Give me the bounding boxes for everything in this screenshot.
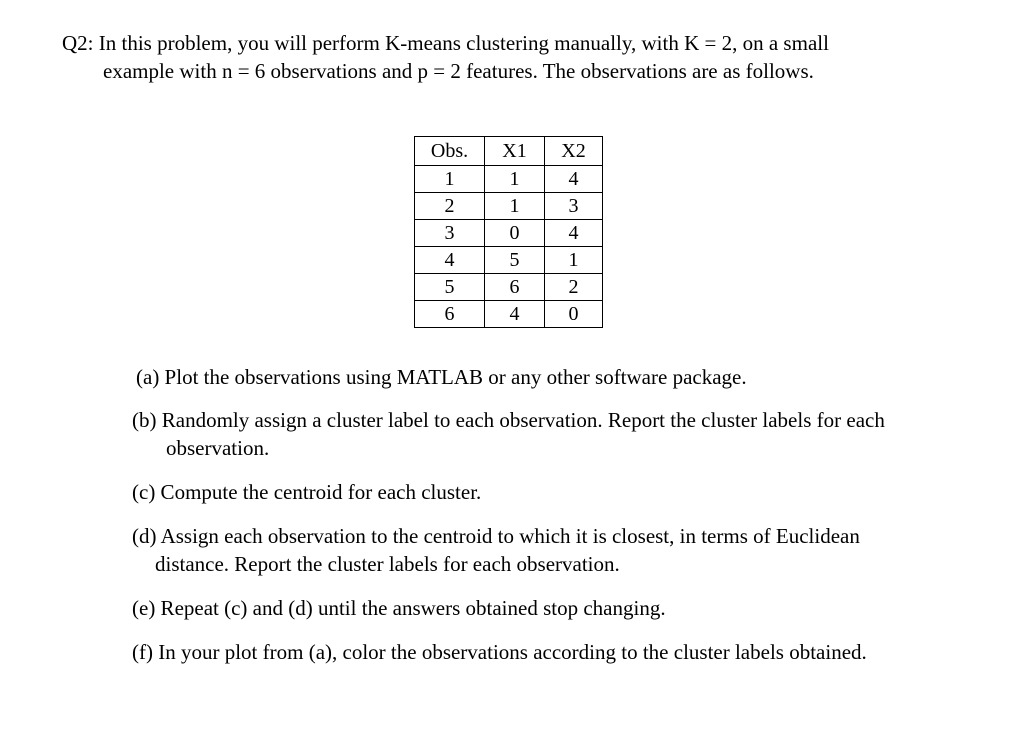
question-text-line-2: example with n = 6 observations and p = 2 features. The observations are as follows. — [103, 59, 814, 83]
part-e-text: (e) Repeat (c) and (d) until the answers obtained stop changing. — [132, 596, 666, 620]
table-cell: 1 — [485, 166, 545, 193]
table-cell: 1 — [545, 247, 603, 274]
table-header-row — [415, 137, 603, 166]
table-cell: 4 — [485, 301, 545, 328]
part-b-text-line-1: (b) Randomly assign a cluster label to each observation. Report the cluster labels for each — [132, 408, 885, 432]
question-text-line-1: Q2: In this problem, you will perform K-means clustering manually, with K = 2, on a small — [62, 31, 829, 55]
part-d-text-line-1: (d) Assign each observation to the centroid to which it is closest, in terms of Euclidean — [132, 524, 860, 548]
table-row — [415, 301, 603, 328]
table-cell: 3 — [545, 193, 603, 220]
table-cell: 6 — [415, 301, 485, 328]
table-cell: 3 — [415, 220, 485, 247]
table-cell: 4 — [545, 166, 603, 193]
part-b-text-line-2: observation. — [166, 436, 270, 460]
part-c-text: (c) Compute the centroid for each cluster. — [132, 480, 482, 504]
table-cell: 5 — [485, 247, 545, 274]
table-cell: 5 — [415, 274, 485, 301]
table-cell: 2 — [415, 193, 485, 220]
table-cell: 2 — [545, 274, 603, 301]
table-row — [415, 274, 603, 301]
part-a-text: (a) Plot the observations using MATLAB or any other software package. — [136, 365, 747, 389]
table-cell: 4 — [415, 247, 485, 274]
part-f-text: (f) In your plot from (a), color the observations according to the cluster labels obtained. — [132, 640, 867, 664]
table-cell: 4 — [545, 220, 603, 247]
header-obs: Obs. — [415, 137, 485, 166]
observations-table — [414, 136, 603, 328]
table-row — [415, 220, 603, 247]
table-cell: 0 — [545, 301, 603, 328]
table-cell: 6 — [485, 274, 545, 301]
table-row — [415, 247, 603, 274]
part-d-text-line-2: distance. Report the cluster labels for each observation. — [155, 552, 620, 576]
table-cell: 1 — [415, 166, 485, 193]
table-row — [415, 166, 603, 193]
table-row — [415, 193, 603, 220]
table-cell: 1 — [485, 193, 545, 220]
header-x1: X1 — [485, 137, 545, 166]
header-x2: X2 — [545, 137, 603, 166]
table-cell: 0 — [485, 220, 545, 247]
